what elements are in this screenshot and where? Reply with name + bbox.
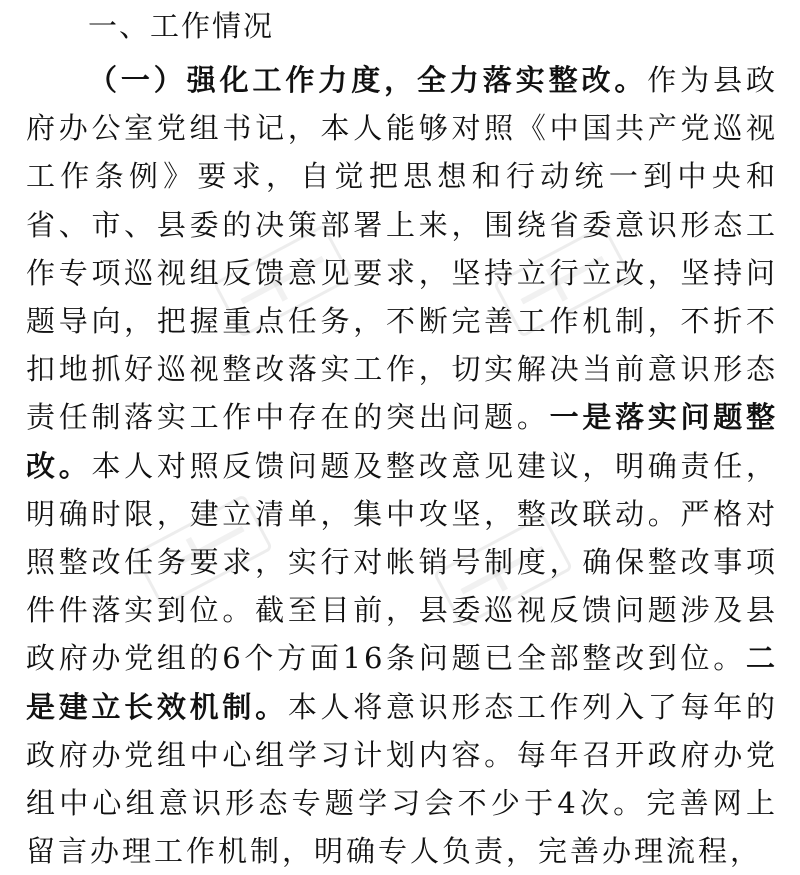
paragraph-text-3: 本人将意识形态工作列入了每年的政府办党组中心组学习计划内容。每年召开政府办党组中心组意识形态专题学习会不少于4次。完善网上留言办理工作机制，明确专人负责，完善办理流程， <box>26 689 778 869</box>
paragraph-text-1: 作为县政府办公室党组书记，本人能够对照《中国共产党巡视工作条例》要求，自觉把思想和行动统一到中央和省、市、县委的决策部署上来，围绕省委意识形态工作专项巡视组反馈意见要求，坚持立行立改，坚持问题导向，把握重点任务，不断完善工作机制，不折不扣地抓好巡视整改落实工作，切实解决当前意识形态责任制落实工作中存在的突出问题。 <box>26 63 778 435</box>
point-two-title: 二是建立长效机制。 <box>26 641 778 724</box>
paragraph-text-2: 本人对照反馈问题及整改意见建议，明确责任，明确时限，建立清单，集中攻坚，整改联动。严格对照整改任务要求，实行对帐销号制度，确保整改事项件件落实到位。截至目前，县委巡视反馈问题涉及县政府办党组的6个方面16条问题已全部整改到位。 <box>26 448 778 676</box>
subsection-title: （一）强化工作力度，全力落实整改。 <box>88 63 648 97</box>
point-one-title: 一是落实问题整改。 <box>26 400 778 483</box>
section-heading: 一、工作情况 <box>88 9 275 43</box>
body-paragraph <box>26 56 778 875</box>
